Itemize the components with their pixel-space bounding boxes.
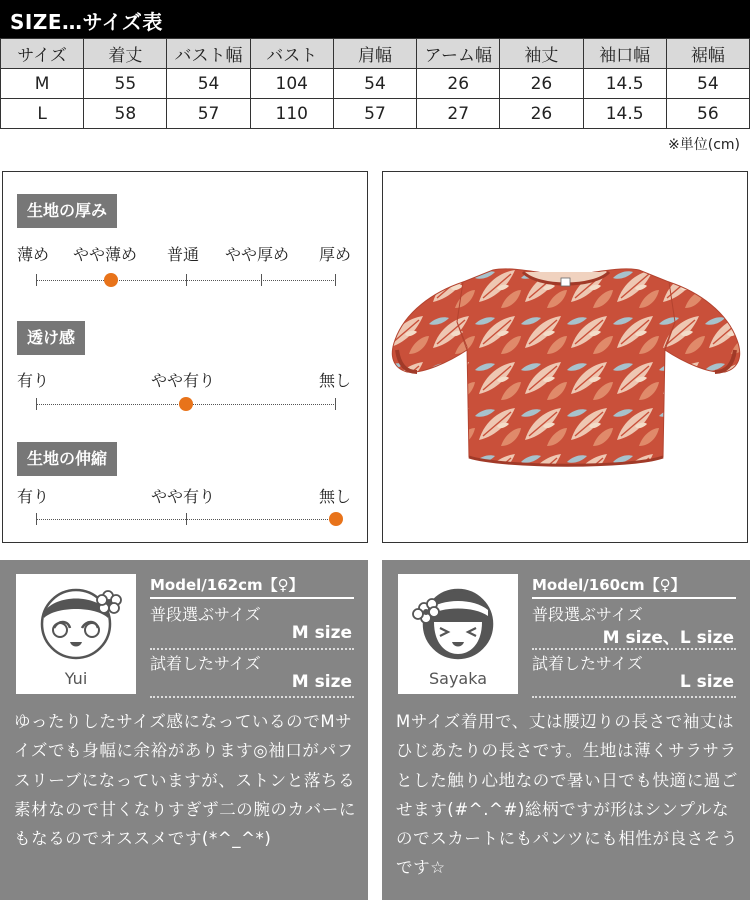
header-cell: 袖丈 xyxy=(500,39,583,69)
stretch-scale xyxy=(36,519,336,520)
sheerness-marker xyxy=(179,397,193,411)
table-cell: 110 xyxy=(250,99,333,129)
header-cell: サイズ xyxy=(1,39,84,69)
divider xyxy=(150,696,354,698)
table-row xyxy=(1,99,750,129)
stretch-scale-labels xyxy=(17,484,357,506)
scale-label: 有り xyxy=(17,487,50,506)
sheerness-scale-labels xyxy=(17,368,357,390)
tried-size-value: M size xyxy=(291,672,352,692)
usual-size-value: M size xyxy=(291,623,352,643)
scale-tick xyxy=(186,274,187,286)
header-cell: 袖口幅 xyxy=(583,39,666,69)
model-comment: ゆったりしたサイズ感になっているのでMサイズでも身幅に余裕があります◎袖口がパフスリーブになっていますが、ストンと落ちる素材なので甘くなりすぎず二の腕のカバーにもなるのでオススメです(*^_^*) xyxy=(14,712,356,849)
divider xyxy=(532,648,736,650)
table-cell: 54 xyxy=(167,69,250,99)
table-cell: 56 xyxy=(666,99,749,129)
product-photo xyxy=(383,172,748,543)
model-card-sayaka xyxy=(382,560,750,900)
header-cell: 裾幅 xyxy=(666,39,749,69)
scale-tick xyxy=(36,513,37,525)
model-header: Model/160cm【♀】 xyxy=(532,576,686,594)
header-cell: 肩幅 xyxy=(333,39,416,69)
sheerness-scale xyxy=(36,404,336,405)
scale-tick xyxy=(186,513,187,525)
divider xyxy=(150,597,354,599)
divider xyxy=(150,648,354,650)
scale-label: やや有り xyxy=(151,487,216,506)
scale-tick xyxy=(36,274,37,286)
divider xyxy=(532,597,736,599)
model-name: Yui xyxy=(64,669,88,688)
size-table xyxy=(0,38,750,129)
scale-label: 無し xyxy=(319,487,352,506)
sheerness-chip: 透け感 xyxy=(17,321,85,355)
table-cell: 26 xyxy=(500,99,583,129)
table-cell: 14.5 xyxy=(583,69,666,99)
header-cell: バスト幅 xyxy=(167,39,250,69)
table-cell: 57 xyxy=(167,99,250,129)
scale-label: 普通 xyxy=(167,245,200,264)
scale-tick xyxy=(36,398,37,410)
model-name: Sayaka xyxy=(428,669,488,688)
usual-size-value: M size、L size xyxy=(602,628,734,648)
table-row xyxy=(1,69,750,99)
thickness-marker xyxy=(104,273,118,287)
header-cell: バスト xyxy=(250,39,333,69)
scale-tick xyxy=(261,274,262,286)
avatar xyxy=(16,574,136,694)
thickness-scale-labels xyxy=(17,242,357,264)
scale-label: やや厚め xyxy=(225,245,290,264)
usual-size-label: 普段選ぶサイズ xyxy=(150,605,261,624)
table-cell: 57 xyxy=(333,99,416,129)
scale-label: 無し xyxy=(319,371,352,390)
table-cell: 55 xyxy=(84,69,167,99)
scale-tick xyxy=(335,398,336,410)
scale-label: 有り xyxy=(17,371,50,390)
header-cell: アーム幅 xyxy=(417,39,500,69)
table-cell: 14.5 xyxy=(583,99,666,129)
table-cell: L xyxy=(1,99,84,129)
size-table-title-bar xyxy=(0,0,750,38)
stretch-marker xyxy=(329,512,343,526)
stretch-chip: 生地の伸縮 xyxy=(17,442,117,476)
usual-size-label: 普段選ぶサイズ xyxy=(532,605,643,624)
table-cell: 26 xyxy=(500,69,583,99)
scale-label: 薄め xyxy=(17,245,50,264)
table-cell: 104 xyxy=(250,69,333,99)
scale-label: やや有り xyxy=(151,371,216,390)
thickness-chip: 生地の厚み xyxy=(17,194,117,228)
avatar xyxy=(398,574,518,694)
scale-tick xyxy=(335,274,336,286)
size-table-header-row xyxy=(1,39,750,69)
header-cell: 着丈 xyxy=(84,39,167,69)
tried-size-value: L size xyxy=(679,672,734,692)
model-comment: Mサイズ着用で、丈は腰辺りの長さで袖丈はひじあたりの長さです。生地は薄くサラサラとした触り心地なので暑い日でも快適に過ごせます(#^.^#)総柄ですが形はシンプルなのでスカートにもパンツにも相性が良さそうです☆ xyxy=(396,712,738,878)
table-cell: 54 xyxy=(333,69,416,99)
product-photo-panel xyxy=(382,171,748,543)
table-cell: M xyxy=(1,69,84,99)
model-header: Model/162cm【♀】 xyxy=(150,576,304,594)
table-cell: 54 xyxy=(666,69,749,99)
fabric-panel xyxy=(2,171,368,543)
table-cell: 27 xyxy=(417,99,500,129)
unit-note: ※単位(cm) xyxy=(668,137,740,153)
table-cell: 26 xyxy=(417,69,500,99)
model-card-yui xyxy=(0,560,368,900)
table-cell: 58 xyxy=(84,99,167,129)
tried-size-label: 試着したサイズ xyxy=(150,654,261,673)
scale-label: 厚め xyxy=(319,245,352,264)
divider xyxy=(532,696,736,698)
size-table-title: SIZE…サイズ表 xyxy=(10,10,163,34)
scale-label: やや薄め xyxy=(73,245,138,264)
thickness-scale xyxy=(36,280,336,281)
tried-size-label: 試着したサイズ xyxy=(532,654,643,673)
